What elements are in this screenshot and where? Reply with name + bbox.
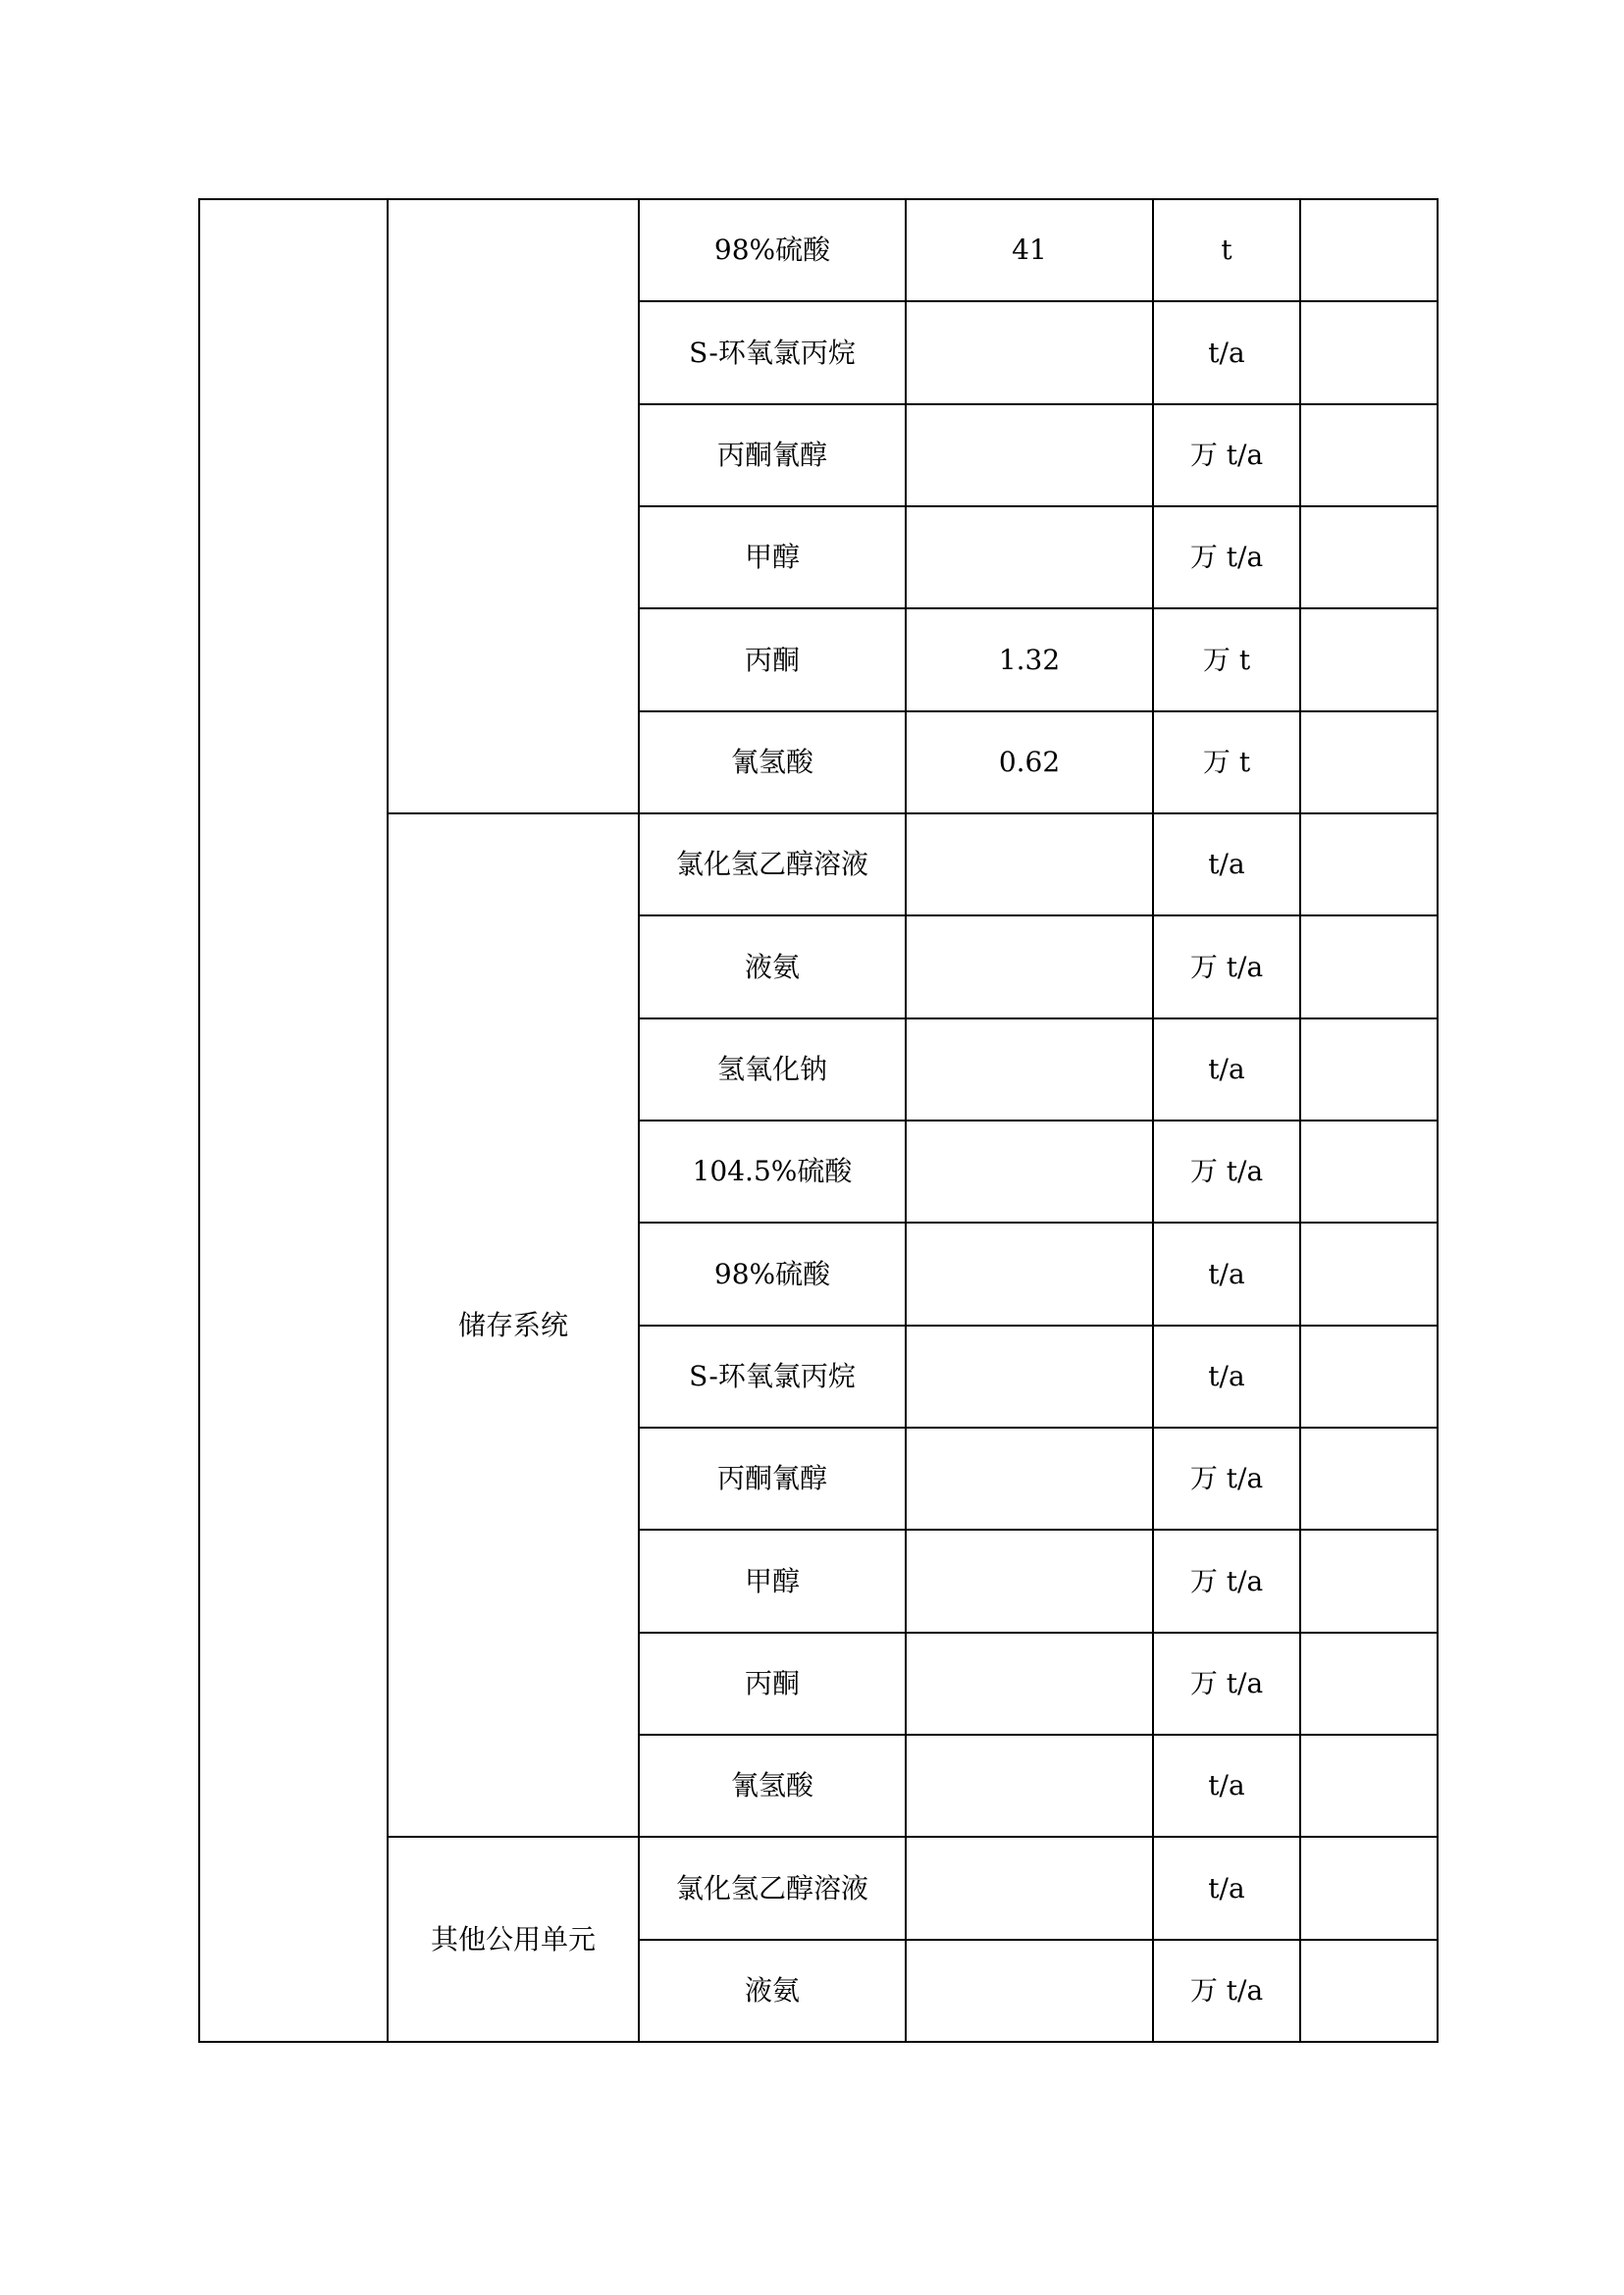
- quantity-cell: [906, 1326, 1153, 1428]
- note-cell: [1300, 1018, 1438, 1121]
- material-name-cell: S-环氧氯丙烷: [639, 301, 906, 403]
- material-name-cell: 液氨: [639, 915, 906, 1017]
- unit-cell: t: [1153, 199, 1300, 301]
- note-cell: [1300, 1940, 1438, 2042]
- unit-cell: t/a: [1153, 1018, 1300, 1121]
- material-name-cell: 氰氢酸: [639, 1735, 906, 1837]
- unit-cell: 万 t: [1153, 608, 1300, 710]
- note-cell: [1300, 1735, 1438, 1837]
- data-table: [198, 198, 1439, 2043]
- quantity-cell: 41: [906, 199, 1153, 301]
- material-name-cell: 98%硫酸: [639, 1223, 906, 1325]
- note-cell: [1300, 711, 1438, 813]
- material-name-cell: 氯化氢乙醇溶液: [639, 813, 906, 915]
- note-cell: [1300, 506, 1438, 608]
- group-cell: 储存系统: [388, 813, 639, 1837]
- group-cell: [388, 199, 639, 813]
- quantity-cell: [906, 1018, 1153, 1121]
- quantity-cell: [906, 1223, 1153, 1325]
- material-name-cell: 氯化氢乙醇溶液: [639, 1837, 906, 1939]
- material-name-cell: 104.5%硫酸: [639, 1121, 906, 1223]
- quantity-cell: [906, 506, 1153, 608]
- table-row: [199, 199, 1438, 301]
- unit-cell: 万 t/a: [1153, 1121, 1300, 1223]
- unit-cell: 万 t/a: [1153, 1530, 1300, 1632]
- note-cell: [1300, 404, 1438, 506]
- note-cell: [1300, 1530, 1438, 1632]
- note-cell: [1300, 1633, 1438, 1735]
- material-name-cell: 甲醇: [639, 1530, 906, 1632]
- material-name-cell: 丙酮氰醇: [639, 1428, 906, 1530]
- material-name-cell: 丙酮: [639, 1633, 906, 1735]
- unit-cell: 万 t/a: [1153, 1428, 1300, 1530]
- unit-cell: 万 t/a: [1153, 915, 1300, 1017]
- table-body: [199, 199, 1438, 2042]
- group-cell: 其他公用单元: [388, 1837, 639, 2042]
- quantity-cell: [906, 915, 1153, 1017]
- unit-cell: 万 t/a: [1153, 404, 1300, 506]
- unit-cell: 万 t/a: [1153, 1940, 1300, 2042]
- quantity-cell: [906, 1837, 1153, 1939]
- material-name-cell: 液氨: [639, 1940, 906, 2042]
- quantity-cell: [906, 813, 1153, 915]
- unit-cell: t/a: [1153, 301, 1300, 403]
- quantity-cell: [906, 1428, 1153, 1530]
- unit-cell: 万 t/a: [1153, 506, 1300, 608]
- unit-cell: t/a: [1153, 1735, 1300, 1837]
- quantity-cell: 0.62: [906, 711, 1153, 813]
- material-name-cell: S-环氧氯丙烷: [639, 1326, 906, 1428]
- note-cell: [1300, 1326, 1438, 1428]
- unit-cell: t/a: [1153, 1223, 1300, 1325]
- material-name-cell: 丙酮氰醇: [639, 404, 906, 506]
- material-name-cell: 98%硫酸: [639, 199, 906, 301]
- material-name-cell: 甲醇: [639, 506, 906, 608]
- note-cell: [1300, 1837, 1438, 1939]
- quantity-cell: [906, 301, 1153, 403]
- quantity-cell: 1.32: [906, 608, 1153, 710]
- note-cell: [1300, 915, 1438, 1017]
- quantity-cell: [906, 404, 1153, 506]
- material-name-cell: 丙酮: [639, 608, 906, 710]
- note-cell: [1300, 301, 1438, 403]
- unit-cell: t/a: [1153, 813, 1300, 915]
- note-cell: [1300, 199, 1438, 301]
- quantity-cell: [906, 1940, 1153, 2042]
- quantity-cell: [906, 1633, 1153, 1735]
- unit-cell: t/a: [1153, 1837, 1300, 1939]
- category-cell: [199, 199, 388, 2042]
- unit-cell: t/a: [1153, 1326, 1300, 1428]
- material-name-cell: 氢氧化钠: [639, 1018, 906, 1121]
- unit-cell: 万 t/a: [1153, 1633, 1300, 1735]
- material-name-cell: 氰氢酸: [639, 711, 906, 813]
- note-cell: [1300, 1223, 1438, 1325]
- quantity-cell: [906, 1735, 1153, 1837]
- note-cell: [1300, 608, 1438, 710]
- note-cell: [1300, 1428, 1438, 1530]
- quantity-cell: [906, 1530, 1153, 1632]
- note-cell: [1300, 1121, 1438, 1223]
- note-cell: [1300, 813, 1438, 915]
- unit-cell: 万 t: [1153, 711, 1300, 813]
- quantity-cell: [906, 1121, 1153, 1223]
